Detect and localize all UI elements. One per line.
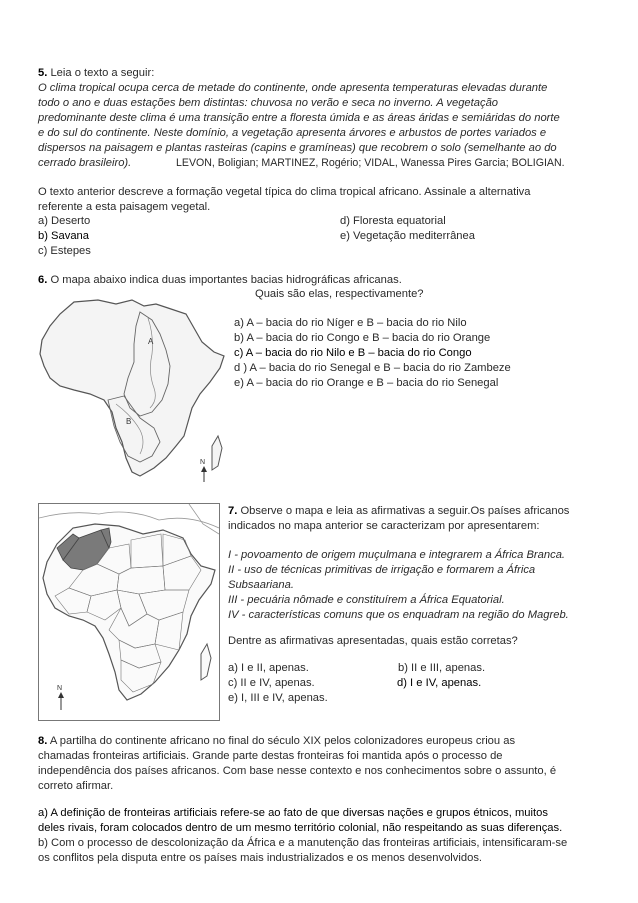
q7-heading [228,504,569,519]
q6-number: 6. [38,274,48,286]
q6-subtitle: Quais são elas, respectivamente? [255,288,424,300]
map-label-b: B [126,417,132,426]
q5-passage-line: todo o ano e duas estações bem distintas: chuvosa no verão e seca no inverno. A vegetação [38,97,499,109]
q7-statement: IV - características comuns que os enquadram na região do Magreb. [228,609,569,621]
q7-question: Dentre as afirmativas apresentadas, quais estão corretas? [228,635,518,647]
africa-countries-map [39,504,219,720]
q5-option-b[interactable]: b) Savana [38,230,89,242]
q8-number: 8. [38,735,48,747]
q5-citation: LEVON, Boligian; MARTINEZ, Rogério; VIDAL, Wanessa Pires Garcia; BOLIGIAN. [176,157,565,169]
q6-option-e[interactable]: e) A – bacia do rio Orange e B – bacia do rio Senegal [234,377,499,389]
q6-heading [38,273,402,288]
q5-passage-line: O clima tropical ocupa cerca de metade do continente, onde apresenta temperaturas elevadas durante [38,82,548,94]
q8-heading [38,734,515,749]
q8-option-b[interactable]: b) Com o processo de descolonização da África e a manutenção das fronteiras artificiais, intensificaram-se [38,837,568,849]
q8-text-line: independência dos países africanos. Com base nesse contexto e nos conhecimentos sobre o assunto, é [38,765,557,777]
map-north-label: N [57,685,63,692]
q6-option-c[interactable]: c) A – bacia do rio Nilo e B – bacia do rio Congo [234,347,472,359]
q5-option-a[interactable]: a) Deserto [38,215,91,227]
africa-countries-map-frame [38,503,220,721]
q5-number: 5. [38,67,48,79]
q7-option-c[interactable]: c) II e IV, apenas. [228,677,315,689]
q7-option-b[interactable]: b) II e III, apenas. [398,662,486,674]
north-arrow-head-icon [201,466,207,472]
q7-statement: II - uso de técnicas primitivas de irrigação e formarem a África [228,564,536,576]
q5-heading [38,66,154,81]
q8-option-a[interactable]: a) A definição de fronteiras artificiais refere-se ao fato de que diversas nações e grupos étnicos, muitos [38,807,548,819]
q8-option-b-cont[interactable]: os conflitos pela disputa entre os países mais industrializados e os menos desenvolvidos. [38,852,483,864]
q5-passage-last: cerrado brasileiro). [38,157,132,169]
q7-option-d[interactable]: d) I e IV, apenas. [397,677,482,689]
q5-option-d[interactable]: d) Floresta equatorial [340,215,446,227]
q8-option-a-cont[interactable]: deles rivais, foram colocados dentro de um mesmo território colonial, não respeitando as suas diferenças. [38,822,563,834]
q6-option-d[interactable]: d ) A – bacia do rio Senegal e B – bacia do rio Zambeze [234,362,511,374]
north-arrow-head-icon [58,692,64,698]
q5-option-c[interactable]: c) Estepes [38,245,91,257]
q8-text: A partilha do continente africano no final do século XIX pelos colonizadores europeus criou as [49,735,516,747]
q7-text-line: indicados no mapa anterior se caracterizam por apresentarem: [228,520,540,532]
q7-option-a[interactable]: a) I e II, apenas. [228,662,309,674]
q5-passage-line: predominante deste clima é uma transição entre a floresta úmida e as áreas áridas e semiáridas do norte [38,112,560,124]
q8-text-line: correto afirmar. [38,780,114,792]
q5-passage-line: dispersos na paisagem e plantas rasteiras (capins e gramíneas) que recobrem o solo (semelhante ao do [38,142,557,154]
q7-number: 7. [228,505,238,517]
q6-option-b[interactable]: b) A – bacia do rio Congo e B – bacia do rio Orange [234,332,491,344]
map-label-a: A [148,337,154,346]
africa-basins-map [36,296,226,490]
q7-option-e[interactable]: e) I, III e IV, apenas. [228,692,328,704]
q6-option-a[interactable]: a) A – bacia do rio Níger e B – bacia do rio Nilo [234,317,467,329]
q7-statement: I - povoamento de origem muçulmana e integrarem a África Branca. [228,549,566,561]
q6-text: O mapa abaixo indica duas importantes bacias hidrográficas africanas. [50,274,402,286]
q8-text-line: chamadas fronteiras artificiais. Grande parte destas fronteiras foi mantida após o processo de [38,750,503,762]
q7-statement: III - pecuária nômade e constituírem a África Equatorial. [228,594,505,606]
q7-text: Observe o mapa e leia as afirmativas a seguir.Os países africanos [240,505,570,517]
q5-question-line: referente a esta paisagem vegetal. [38,201,211,213]
q7-statement: Subsaariana. [228,579,294,591]
q5-intro: Leia o texto a seguir: [50,67,155,79]
map-north-label: N [200,459,206,466]
q5-option-e[interactable]: e) Vegetação mediterrânea [340,230,475,242]
q5-passage-line: e do sul do continente. Neste domínio, a vegetação apresenta árvores e arbustos de portes variados e [38,127,547,139]
q5-question-line: O texto anterior descreve a formação vegetal típica do clima tropical africano. Assinale a alternativa [38,186,531,198]
